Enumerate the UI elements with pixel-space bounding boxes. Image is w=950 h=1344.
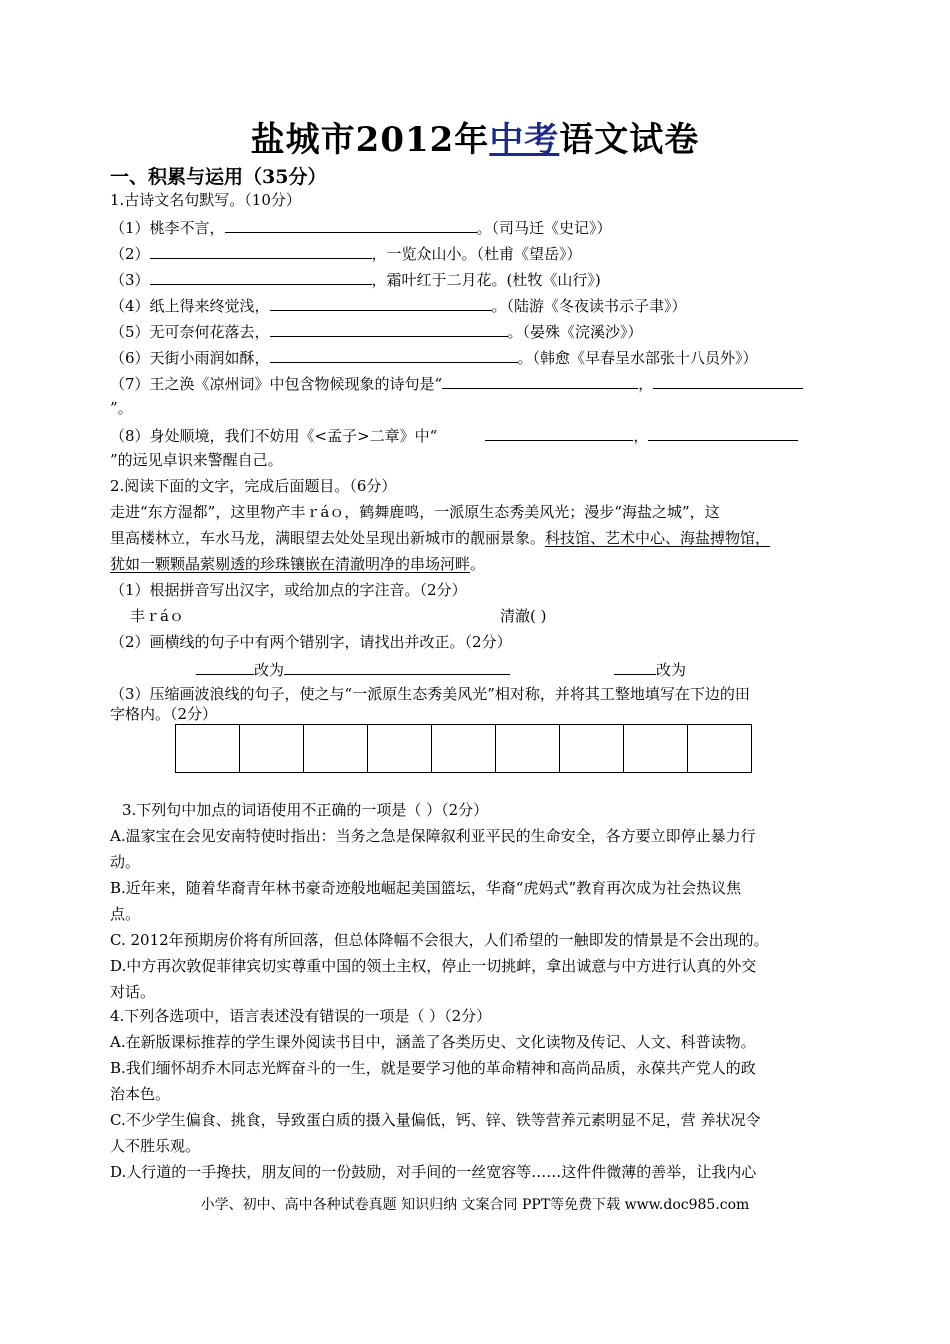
title-suffix: 语文试卷 (559, 120, 700, 160)
q1-line-7-end: ”。 (110, 399, 133, 417)
q2-sub-2-a: 改为 (196, 658, 510, 680)
q1-line-4: （4）纸上得来终觉浅， 。（陆游《冬夜读书示子聿》） (110, 294, 687, 316)
page-title (0, 112, 950, 161)
q4-heading: 4.下列各选项中，语言表述没有错误的一项是（ ）（2分） (110, 1007, 492, 1025)
q3-option-a: A.温家宝在会见安南特使时指出：当务之急是保障叙利亚平民的生命安全，各方要立即停止暴力行 (110, 827, 756, 845)
title-prefix: 盐城市2012年 (250, 120, 490, 160)
grid-cell[interactable] (624, 725, 688, 773)
grid-cell[interactable] (560, 725, 624, 773)
q3-option-d: D.中方再次敦促菲律宾切实尊重中国的领土主权，停止一切挑衅，拿出诚意与中方进行认真的外交 (110, 957, 757, 975)
q2-passage-3: 犹如一颗颗晶萦剔透的珍珠镶嵌在清澈明净的串场河畔。 (110, 555, 486, 573)
q4-option-a: A.在新版课标推荐的学生课外阅读书目中，涵盖了各类历史、文化读物及传记、人文、科普读物。 (110, 1033, 756, 1051)
q2-sub-3-end: 字格内。（2分） (110, 705, 218, 723)
q1-line-7: （7）王之涣《凉州词》中包含物候现象的诗句是“ ， (110, 372, 803, 394)
q4-option-d: D.人行道的一手搀扶，朋友间的一份鼓励，对手间的一丝宽容等……这件件微薄的善举，让我内心 (110, 1163, 757, 1181)
q1-heading: 1.古诗文名句默写。（10分） (110, 191, 301, 209)
q1-line-2: （2） ，一览众山小。（杜甫《望岳》） (110, 242, 582, 264)
q2-sub-1-b: 清澈( ) (500, 607, 547, 625)
q4-option-c-end: 人不胜乐观。 (110, 1137, 201, 1155)
q3-heading: 3.下列句中加点的词语使用不正确的一项是（ ）（2分） (122, 801, 489, 819)
grid-cell[interactable] (176, 725, 240, 773)
q3-option-a-end: 动。 (110, 853, 141, 871)
q2-sub-2-b: 改为 (614, 658, 686, 680)
q2-sub-3: （3）压缩画波浪线的句子，使之与“一派原生态秀美风光”相对称，并将其工整地填写在下边的田 (110, 685, 750, 703)
grid-cell[interactable] (432, 725, 496, 773)
grid-cell[interactable] (688, 725, 752, 773)
q2-heading: 2.阅读下面的文字，完成后面题目。（6分） (110, 477, 397, 495)
grid-cell[interactable] (304, 725, 368, 773)
title-link[interactable]: 中考 (489, 120, 560, 160)
q1-line-3: （3） ，霜叶红于二月花。(杜牧《山行》) (110, 268, 601, 290)
q3-option-b-end: 点。 (110, 905, 141, 923)
q3-option-b: B.近年来，随着华裔青年林书豪奇迹般地崛起美国篮坛，华裔“虎妈式”教育再次成为社会热议焦 (110, 879, 742, 897)
page-footer: 小学、初中、高中各种试卷真题 知识归纳 文案合同 PPT等免费下载 www.doc985.com (200, 1197, 750, 1213)
q3-option-c: C. 2012年预期房价将有所回落，但总体降幅不会很大，人们希望的一触即发的情景是不会出现的。 (110, 931, 769, 949)
q2-sub-1: （1）根据拼音写出汉字，或给加点的字注音。（2分） (110, 581, 467, 599)
q2-passage-1: 走进“东方湿都”，这里物产丰ｒáｏ，鹤舞鹿鸣，一派原生态秀美风光；漫步“海盐之城”，这 (110, 503, 720, 521)
q4-option-b-end: 治本色。 (110, 1085, 171, 1103)
q3-option-d-end: 对话。 (110, 983, 156, 1001)
q2-passage-2: 里高楼林立，车水马龙，满眼望去处处呈现出新城市的靓丽景象。科技馆、艺术中心、海盐搏物馆， (110, 529, 771, 547)
q1-line-6: （6）天街小雨润如酥， 。（韩愈《早春呈水部张十八员外》） (110, 346, 758, 368)
answer-grid (175, 724, 752, 773)
q1-line-8: （8）身处顺境，我们不妨用《<孟子>二章》中“ ， (110, 424, 798, 446)
q4-option-b: B.我们缅怀胡乔木同志光辉奋斗的一生，就是要学习他的革命精神和高尚品质，永葆共产党人的政 (110, 1059, 756, 1077)
q1-line-5: （5）无可奈何花落去， 。（晏殊《浣溪沙》） (110, 320, 643, 342)
grid-cell[interactable] (240, 725, 304, 773)
q2-sub-1-a: 丰ｒáｏ (130, 607, 184, 625)
q1-line-1: （1）桃李不言， 。（司马迁《史记》） (110, 216, 612, 238)
section-heading: 一、积累与运用（35分） (110, 166, 327, 188)
q1-line-8-end: ”的远见卓识来警醒自己。 (110, 451, 283, 469)
grid-cell[interactable] (496, 725, 560, 773)
q2-sub-2: （2）画横线的句子中有两个错别字，请找出并改正。（2分） (110, 633, 512, 651)
grid-cell[interactable] (368, 725, 432, 773)
q4-option-c: C.不少学生偏食、挑食，导致蛋白质的摄入量偏低，钙、锌、铁等营养元素明显不足，营 养状况令 (110, 1111, 761, 1129)
